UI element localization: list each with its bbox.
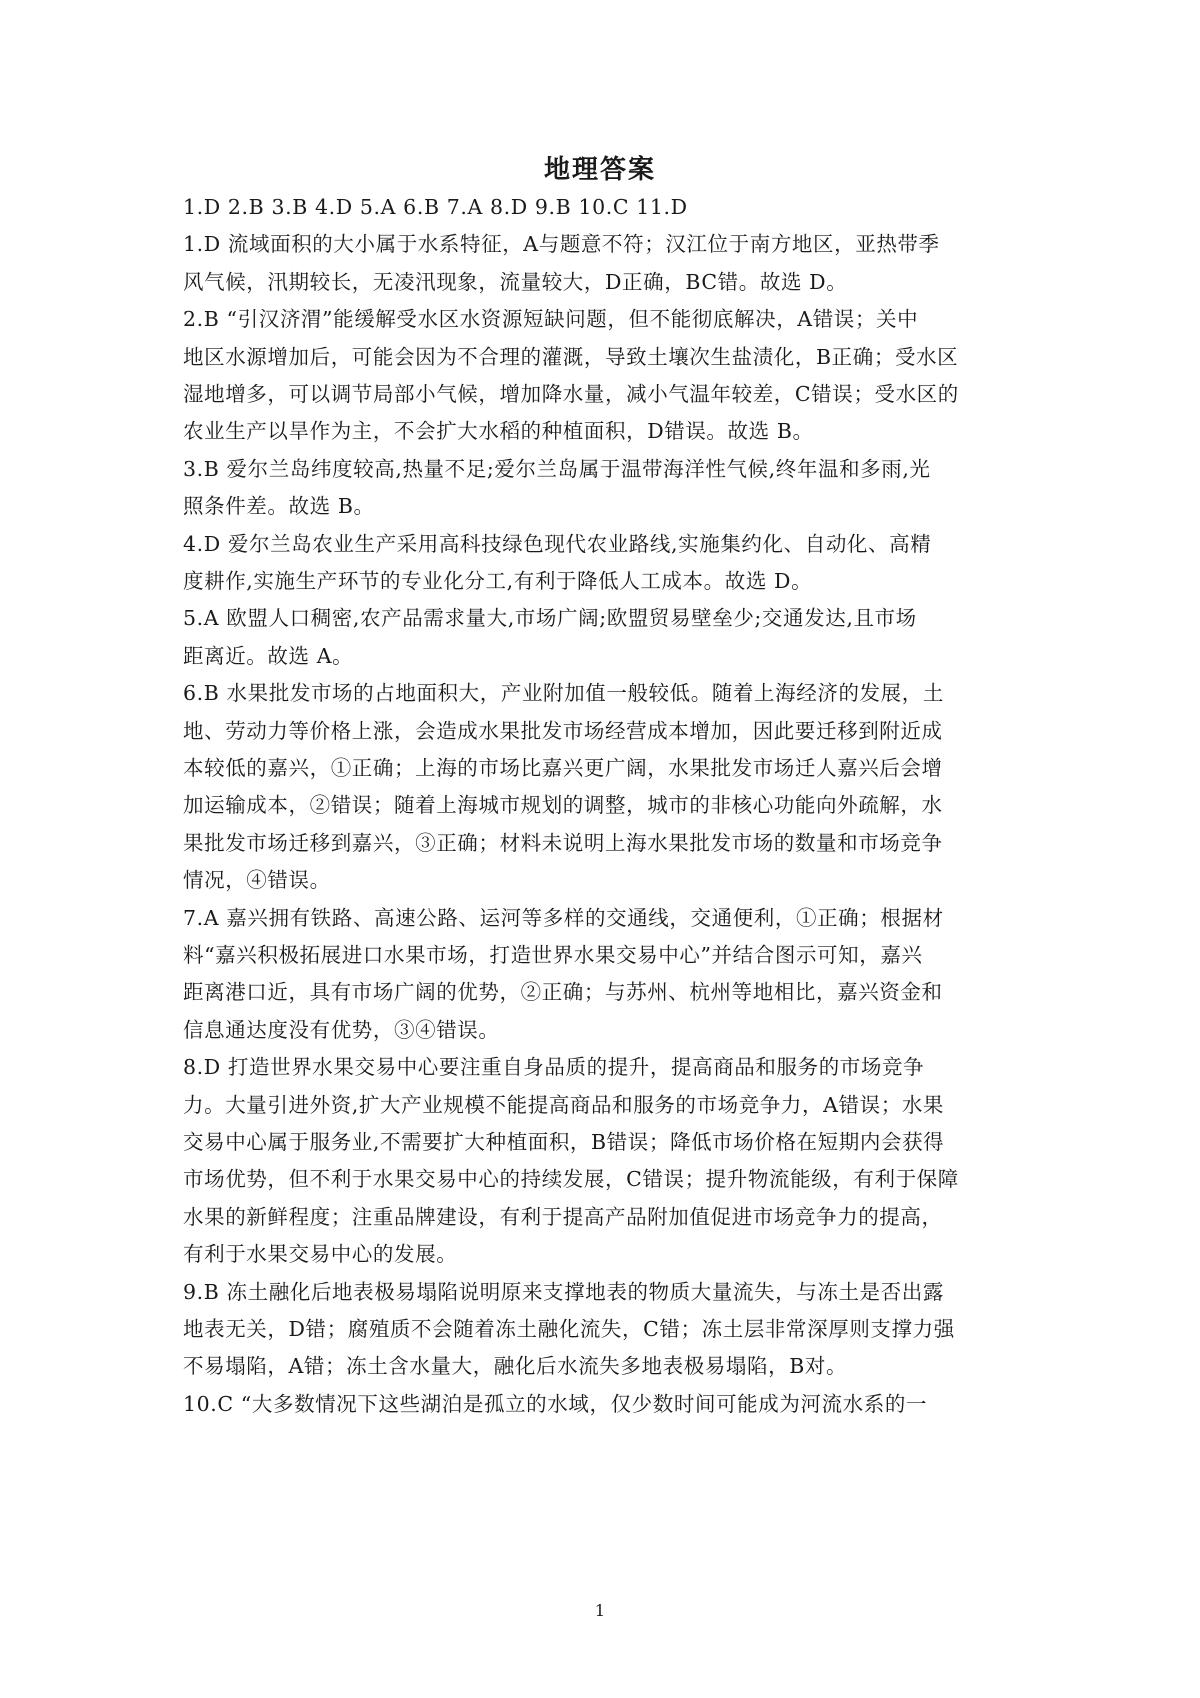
text-line: 交易中心属于服务业,不需要扩大种植面积，B错误；降低市场价格在短期内会获得 <box>183 1130 945 1154</box>
text-line: 加运输成本，②错误；随着上海城市规划的调整，城市的非核心功能向外疏解，水 <box>183 793 943 818</box>
text-line: 地表无关，D错；腐殖质不会随着冻土融化流失，C错；冻土层非常深厚则支撑力强 <box>183 1317 955 1341</box>
text-line: 照条件差。故选 B。 <box>183 494 375 519</box>
text-line: 料“嘉兴积极拓展进口水果市场，打造世界水果交易中心”并结合图示可知，嘉兴 <box>183 943 923 967</box>
text-line: 本较低的嘉兴，①正确；上海的市场比嘉兴更广阔，水果批发市场迁人嘉兴后会增 <box>183 756 943 780</box>
text-line: 1.D 流域面积的大小属于水系特征，A与题意不符；汉江位于南方地区，亚热带季 <box>183 232 940 257</box>
text-line: 2.B “引汉济渭”能缓解受水区水资源短缺问题，但不能彻底解决，A错误；关中 <box>183 307 919 332</box>
text-line: 力。大量引进外资,扩大产业规模不能提高商品和服务的市场竞争力，A错误；水果 <box>183 1092 945 1117</box>
page-number: 1 <box>594 1601 606 1620</box>
text-line: 度耕作,实施生产环节的专业化分工,有利于降低人工成本。故选 D。 <box>183 569 813 593</box>
text-line: 3.B 爱尔兰岛纬度较高,热量不足;爱尔兰岛属于温带海洋性气候,终年温和多雨,光 <box>183 456 931 481</box>
text-line: 8.D 打造世界水果交易中心要注重自身品质的提升，提高商品和服务的市场竞争 <box>183 1055 925 1080</box>
text-line: 10.C “大多数情况下这些湖泊是孤立的水域，仅少数时间可能成为河流水系的一 <box>183 1391 928 1416</box>
text-line: 5.A 欧盟人口稠密,农产品需求量大,市场广阔;欧盟贸易壁垒少;交通发达,且市场 <box>183 606 917 631</box>
text-line: 信息通达度没有优势，③④错误。 <box>183 1017 500 1042</box>
text-line: 7.A 嘉兴拥有铁路、高速公路、运河等多样的交通线，交通便利，①正确；根据材 <box>183 905 944 930</box>
text-line: 水果的新鲜程度；注重品牌建设，有利于提高产品附加值促进市场竞争力的提高， <box>183 1204 943 1229</box>
answer-key-line: 1.D 2.B 3.B 4.D 5.A 6.B 7.A 8.D 9.B 10.C 11.D <box>183 195 688 219</box>
text-line: 距离港口近，具有市场广阔的优势，②正确；与苏州、杭州等地相比，嘉兴资金和 <box>183 980 943 1005</box>
text-line: 风气候，汛期较长，无凌汛现象，流量较大，D正确，BC错。故选 D。 <box>183 269 848 294</box>
text-line: 果批发市场迁移到嘉兴，③正确；材料未说明上海水果批发市场的数量和市场竞争 <box>183 830 943 855</box>
text-line: 6.B 水果批发市场的占地面积大，产业附加值一般较低。随着上海经济的发展，土 <box>183 681 944 706</box>
text-line: 4.D 爱尔兰岛农业生产采用高科技绿色现代农业路线,实施集约化、自动化、高精 <box>183 531 932 556</box>
text-line: 湿地增多，可以调节局部小气候，增加降水量，减小气温年较差，C错误；受水区的 <box>183 382 959 406</box>
text-line: 有利于水果交易中心的发展。 <box>183 1242 458 1267</box>
text-line: 市场优势，但不利于水果交易中心的持续发展，C错误；提升物流能级，有利于保障 <box>183 1167 959 1192</box>
text-line: 距离近。故选 A。 <box>183 643 354 668</box>
text-line: 9.B 冻土融化后地表极易塌陷说明原来支撑地表的物质大量流失，与冻土是否出露 <box>183 1279 944 1304</box>
text-line: 农业生产以旱作为主，不会扩大水稻的种植面积，D错误。故选 B。 <box>183 419 814 444</box>
page-title: 地理答案 <box>543 155 656 185</box>
text-line: 地区水源增加后，可能会因为不合理的灌溉，导致土壤次生盐渍化，B正确；受水区 <box>183 344 959 369</box>
text-line: 情况，④错误。 <box>183 868 331 893</box>
text-line: 不易塌陷，A错；冻土含水量大，融化后水流失多地表极易塌陷，B对。 <box>183 1354 848 1379</box>
text-line: 地、劳动力等价格上涨，会造成水果批发市场经营成本增加，因此要迁移到附近成 <box>183 718 943 743</box>
